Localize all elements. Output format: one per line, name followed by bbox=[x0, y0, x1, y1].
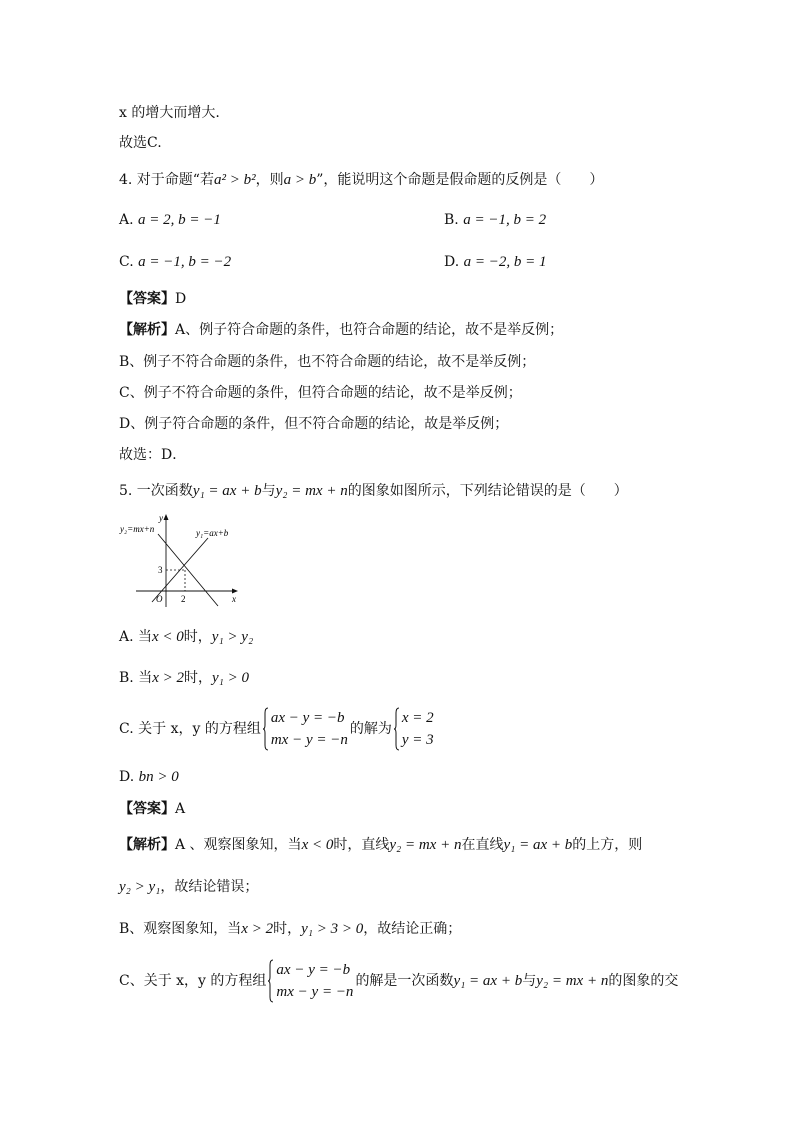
q5-analysis-line: C、关于 x，y 的方程组 ax − y = −b mx − y = −n 的解是一次函数y₁ = ax + b与y₂ = mx + n的图象的交 bbox=[119, 959, 678, 1003]
q5-analysis-line: y₂ > y₁，故结论错误； bbox=[119, 879, 259, 895]
q4-option-c: C. a = −1, b = −2 bbox=[119, 254, 232, 270]
q5-option-d: D. bn > 0 bbox=[119, 769, 179, 785]
q5-option-c: C. 关于 x，y 的方程组 ax − y = −b mx − y = −n 的解为 x = 2 y = 3 bbox=[119, 707, 436, 751]
equation-system: ax − y = −b mx − y = −n bbox=[263, 707, 348, 751]
text-line: 故选C. bbox=[119, 135, 162, 151]
x-axis-arrow bbox=[232, 589, 238, 594]
q4-analysis-line: 故选：D． bbox=[119, 447, 187, 463]
text-line: x 的增大而增大. bbox=[119, 105, 220, 121]
q4-option-a: A. a = 2, b = −1 bbox=[119, 212, 221, 228]
tick-x-2: 2 bbox=[181, 594, 186, 604]
brace-icon bbox=[394, 707, 400, 751]
brace-icon bbox=[268, 959, 274, 1003]
question-4-stem: 4. 对于命题“若a² > b²，则a > b”，能说明这个命题是假命题的反例是（ ） bbox=[119, 172, 604, 188]
q4-option-d: D. a = −2, b = 1 bbox=[444, 254, 547, 270]
function-graph bbox=[118, 510, 248, 610]
q4-analysis-line: 【解析】A、例子符合命题的条件，也符合命题的结论，故不是举反例； bbox=[119, 322, 564, 338]
label-y: y bbox=[159, 513, 163, 523]
q5-answer: 【答案】A bbox=[119, 801, 186, 817]
brace-icon bbox=[263, 707, 269, 751]
label-origin: O bbox=[156, 594, 163, 604]
q4-analysis-line: D、例子符合命题的条件，但不符合命题的结论，故是举反例； bbox=[119, 416, 509, 432]
q4-analysis-line: B、例子不符合命题的条件，也不符合命题的结论，故不是举反例； bbox=[119, 354, 536, 370]
q5-option-b: B. 当x > 2时，y₁ > 0 bbox=[119, 670, 249, 686]
q4-option-b: B. a = −1, b = 2 bbox=[444, 212, 547, 228]
y-axis-arrow bbox=[164, 514, 169, 520]
q4-analysis-line: C、例子不符合命题的条件，但符合命题的结论，故不是举反例； bbox=[119, 385, 522, 401]
tick-y-3: 3 bbox=[158, 565, 163, 575]
label-x: x bbox=[232, 594, 236, 604]
label-y1: y₁=ax+b bbox=[196, 528, 229, 538]
question-5-stem: 5. 一次函数y₁ = ax + b与y₂ = mx + n的图象如图所示，下列结论错误的是（ ） bbox=[119, 483, 628, 499]
q5-analysis-line: B、观察图象知，当x > 2时，y₁ > 3 > 0，故结论正确； bbox=[119, 921, 462, 937]
equation-system: ax − y = −b mx − y = −n bbox=[268, 959, 353, 1003]
label-y2: y₂=mx+n bbox=[120, 524, 155, 534]
q4-answer: 【答案】D bbox=[119, 291, 187, 307]
q5-analysis-line: 【解析】A 、观察图象知，当x < 0时，直线y₂ = mx + n在直线y₁ = ax + b的上方，则 bbox=[119, 837, 643, 853]
solution-system: x = 2 y = 3 bbox=[394, 707, 434, 751]
q5-option-a: A. 当x < 0时，y₁ > y₂ bbox=[119, 629, 254, 645]
